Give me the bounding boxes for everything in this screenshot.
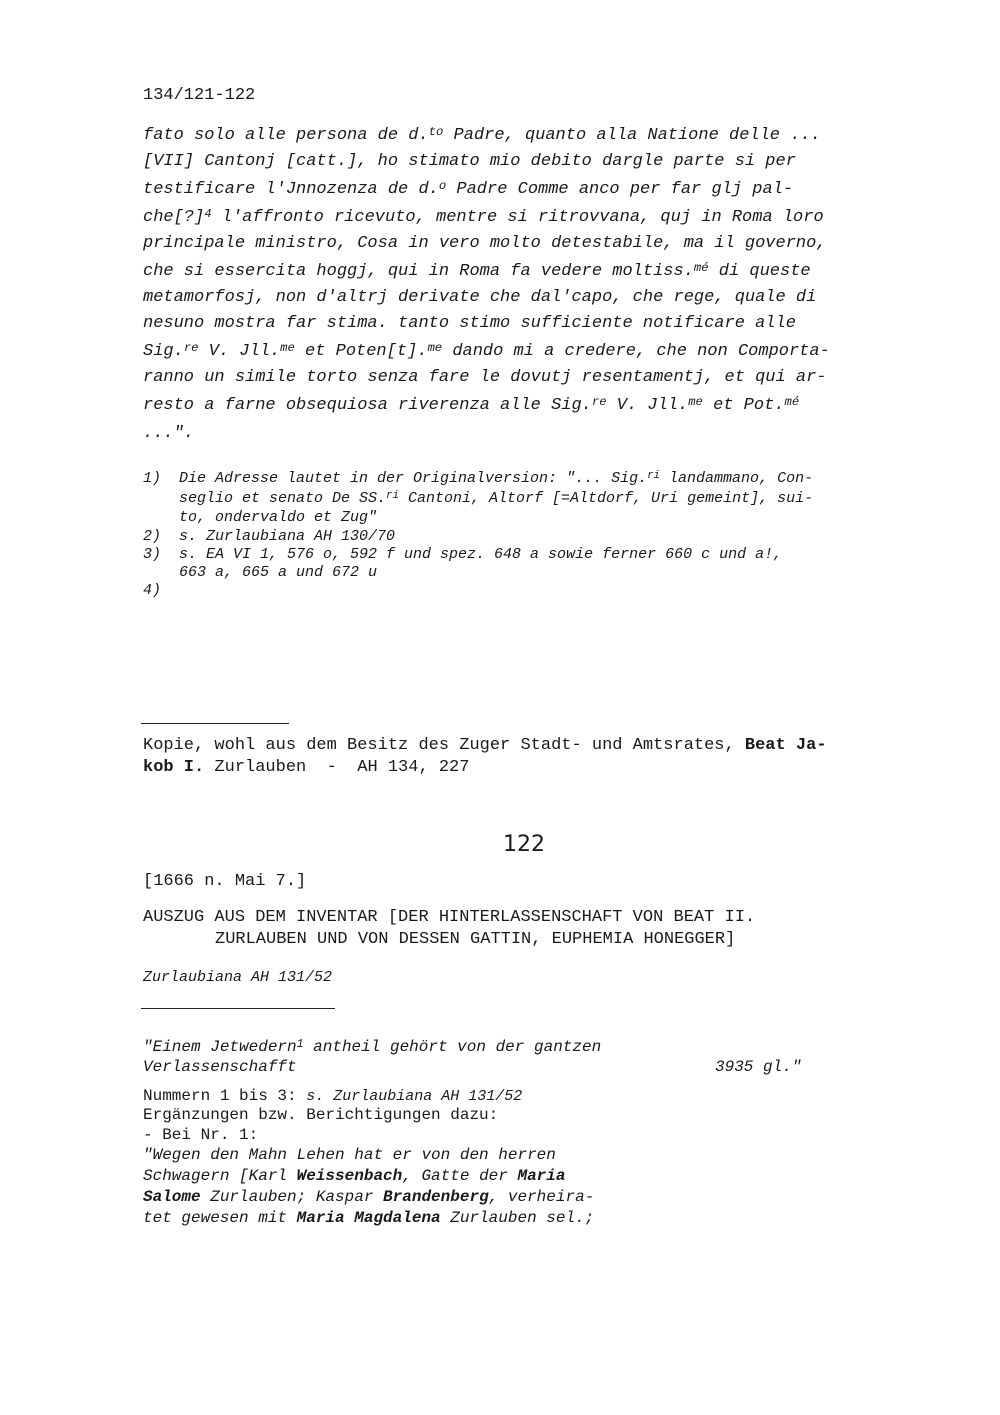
document-title-line-1: AUSZUG AUS DEM INVENTAR [DER HINTERLASSENSCHAFT VON BEAT II. [143, 908, 756, 927]
person-name: Maria Magdalena [296, 1209, 441, 1227]
text-run: fato solo alle persona de d. [143, 126, 429, 145]
superscript: mé [693, 260, 709, 275]
item-marker: - Bei Nr. 1: [143, 1126, 259, 1144]
text-run: tet gewesen mit [143, 1209, 297, 1227]
text-run: , verheira- [488, 1188, 595, 1206]
text-run: landammano, Con- [660, 470, 814, 487]
text-run: Kopie, wohl aus dem Besitz des Zuger Stadt- und Amtsrates, [143, 736, 745, 755]
text-run: Cantoni, Altorf [=Altdorf, Uri gemeint], sui- [399, 490, 814, 507]
body-line-11 [143, 396, 799, 415]
body-line-7: metamorfosj, non d'altrj derivate che dal'capo, che rege, quale di [143, 288, 817, 307]
body-line-5: principale ministro, Cosa in vero molto detestabile, ma il governo, [143, 234, 827, 253]
body-line-4 [143, 208, 824, 227]
amount-value: 3935 gl." [715, 1058, 802, 1076]
superscript: me [688, 394, 703, 409]
person-name: Beat Ja- [744, 736, 827, 755]
superscript: me [427, 340, 443, 355]
archive-reference: s. Zurlaubiana AH 131/52 [306, 1088, 523, 1105]
superscript: me [280, 340, 295, 355]
page-reference: 134/121-122 [143, 86, 256, 105]
quote-line-6 [143, 1209, 594, 1227]
text-run: Nummern 1 bis 3: [143, 1087, 307, 1105]
text-run: Padre Comme anco per far glj pal- [446, 180, 794, 199]
superscript: re [183, 340, 199, 355]
quote-line-2: Verlassenschafft [143, 1058, 297, 1076]
footnote-number: 3) [143, 546, 162, 563]
text-run: V. Jll. [606, 396, 689, 415]
text-run: testificare l'Jnnozenza de d. [143, 180, 439, 199]
superscript: ri [386, 490, 400, 503]
text-run: che si essercita hoggj, qui in Roma fa vedere moltiss. [143, 262, 694, 281]
body-line-6 [143, 262, 811, 281]
source-line-2 [143, 758, 469, 777]
text-run: Zurlauben; Kaspar [200, 1188, 384, 1206]
superscript: 1 [296, 1037, 304, 1051]
text-run: l'affronto ricevuto, mentre si ritrovvana, quj in Roma loro [211, 208, 824, 227]
divider-line [141, 723, 289, 724]
footnote-1-line-2 [179, 490, 813, 507]
text-run: Sig. [143, 342, 184, 361]
text-run: seglio et senato De SS. [179, 490, 387, 507]
text-run: Padre, quanto alla Natione delle ... [443, 126, 821, 145]
text-run: V. Jll. [198, 342, 281, 361]
text-run: di queste [708, 262, 811, 281]
superscript: 4 [204, 206, 212, 221]
text-run: dando mi a credere, che non Comporta- [442, 342, 830, 361]
text-run: Zurlauben - AH 134, 227 [204, 758, 470, 777]
footnote-1-line-1 [179, 470, 813, 487]
text-run: Zurlauben sel.; [440, 1209, 595, 1227]
superscript: mé [784, 394, 800, 409]
footnote-number: 1) [143, 470, 162, 487]
superscript: re [591, 394, 607, 409]
footnote-1-line-3: to, ondervaldo et Zug" [179, 509, 378, 526]
text-run: Schwagern [Karl [143, 1167, 297, 1185]
text-run: et Poten[t]. [294, 342, 428, 361]
text-run: antheil gehört von der gantzen [303, 1038, 602, 1056]
quote-line-5 [143, 1188, 594, 1206]
person-name: Weissenbach [296, 1167, 403, 1185]
source-line-1 [143, 736, 827, 755]
footnote-3-line-1: s. EA VI 1, 576 o, 592 f und spez. 648 a sowie ferner 660 c und a!, [179, 546, 783, 563]
text-run: , Gatte der [402, 1167, 518, 1185]
superscript: ri [647, 470, 661, 483]
person-name: kob I. [143, 758, 205, 777]
superscript: to [428, 124, 444, 139]
superscript: o [438, 178, 447, 193]
body-line-1 [143, 126, 821, 145]
quote-line-4 [143, 1167, 565, 1185]
document-date: [1666 n. Mai 7.] [143, 872, 307, 891]
footnote-2: s. Zurlaubiana AH 130/70 [179, 528, 396, 545]
footnote-number: 2) [143, 528, 162, 545]
person-name: Salome [143, 1188, 201, 1206]
text-run: Die Adresse lautet in der Originalversion: "... Sig. [179, 470, 648, 487]
corrections-heading: Ergänzungen bzw. Berichtigungen dazu: [143, 1106, 499, 1124]
document-title-line-2: ZURLAUBEN UND VON DESSEN GATTIN, EUPHEMIA HONEGGER] [215, 930, 736, 949]
body-line-9 [143, 342, 830, 361]
text-run: resto a farne obsequiosa riverenza alle Sig. [143, 396, 592, 415]
text-run: et Pot. [702, 396, 785, 415]
footnote-3-line-2: 663 a, 665 a und 672 u [179, 564, 378, 581]
body-line-12: ...". [143, 424, 195, 443]
body-line-2: [VII] Cantonj [catt.], ho stimato mio debito dargle parte si per [143, 152, 796, 171]
numbers-line [143, 1087, 522, 1105]
body-line-10: ranno un simile torto senza fare le dovutj resentamentj, et qui ar- [143, 368, 827, 387]
person-name: Maria [517, 1167, 566, 1185]
body-line-8: nesuno mostra far stima. tanto stimo sufficiente notificare alle [143, 314, 796, 333]
divider-line [141, 1008, 335, 1009]
document-number: 122 [503, 832, 545, 857]
quote-line-1 [143, 1038, 601, 1056]
person-name: Brandenberg [383, 1188, 489, 1206]
body-line-3 [143, 180, 793, 199]
quote-line-3: "Wegen den Mahn Lehen hat er von den herren [143, 1146, 556, 1164]
text-run: che[?] [143, 208, 205, 227]
text-run: "Einem Jetwedern [143, 1038, 297, 1056]
footnote-number: 4) [143, 582, 162, 599]
archive-reference: Zurlaubiana AH 131/52 [143, 969, 333, 986]
